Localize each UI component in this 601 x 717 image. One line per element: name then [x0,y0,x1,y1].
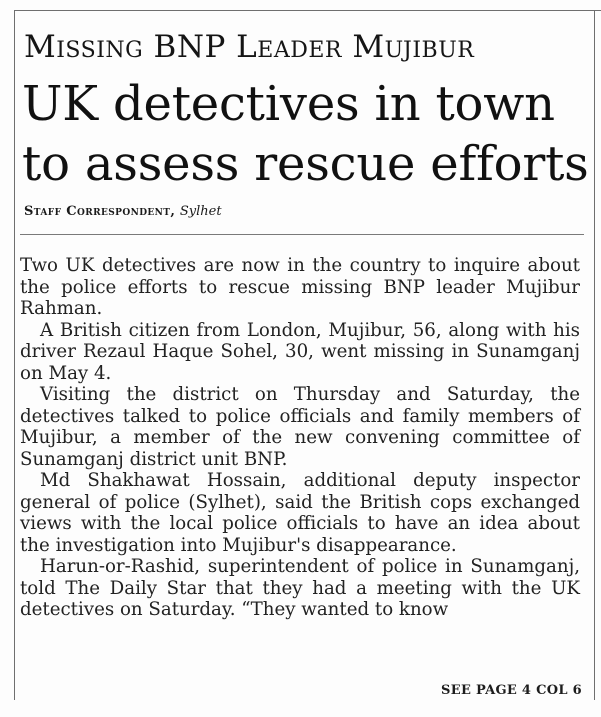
article-kicker: Missing BNP Leader Mujibur [24,29,475,65]
article-headline [22,74,592,194]
continuation-jump: SEE PAGE 4 COL 6 [441,683,582,698]
byline-label: Staff Correspondent, [24,204,176,219]
headline-line: to assess rescue efforts [22,136,589,192]
byline-divider [20,234,584,235]
article-body [20,255,580,621]
left-border-rule [14,10,15,700]
right-border-rule [594,10,595,700]
paragraph: Two UK detectives are now in the country to inquire about the police efforts to rescue missing BNP leader Mujibur Rahman. [20,255,580,319]
top-border-rule [14,10,601,11]
byline [24,203,524,221]
byline-place: Sylhet [179,204,222,219]
paragraph: Visiting the district on Thursday and Saturday, the detectives talked to police officials and family members of Mujibur, a member of the new convening committee of Sunamganj district unit BNP. [20,384,580,470]
headline-line: UK detectives in town [22,76,555,132]
paragraph: Harun-or-Rashid, superintendent of police in Sunamganj, told The Daily Star that they had a meeting with the UK detectives on Saturday. “They wanted to know [20,556,580,620]
paragraph: A British citizen from London, Mujibur, 56, along with his driver Rezaul Haque Sohel, 30, went missing in Sunamganj on May 4. [20,319,580,384]
paragraph: Md Shakhawat Hossain, additional deputy inspector general of police (Sylhet), said the British cops exchanged views with the local police officials to have an idea about the investigation into Mujibur's disappearance. [20,470,580,556]
